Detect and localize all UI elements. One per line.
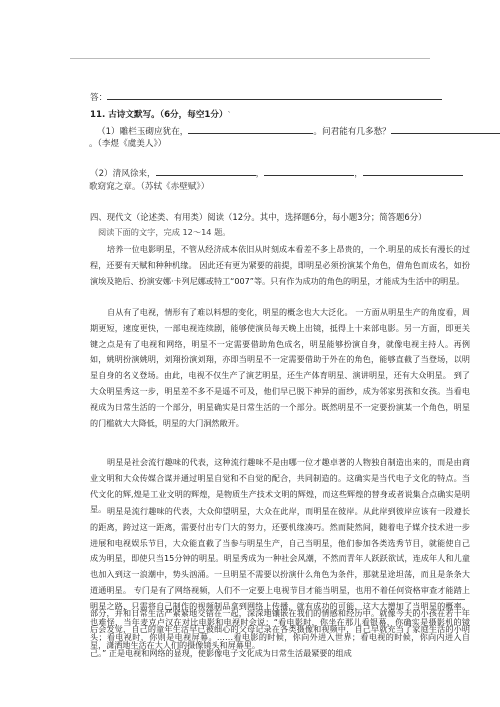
paragraph-4-text: 明星是流行趣味的代表，大众仰望明星，大众在此岸，而明星在彼岸。从此岸到彼岸应该有一段遵长的距离，跨过这一距离，需要付出专门大的努力，还要机缘凑巧。然而陡然间，随着电子媒介技术进一步进展和电视娱乐节目，大众能直截了当参与明星生产，自己当明星，他们参加各类选秀节目，就能使自己成为明星，即使只当15分钟的明星。明星秀成为一种社会风潮，不然而青年人跃跃欲试，连成年人和儿童也加入到这一浪潮中，势头汹涌。一旦明星不需要以扮演什么角色为条件，那就星途坦荡，而且是条条大道通明星。 专门是有了网络视频，人们不一定要上电视节目才能当明星，也用不着任何资格审查才能踏上明星之路，只需将自己制作的视频制品拿到网络上传播，就有成功的可能，这大大增加了当明星的概率。也难怪，当年麦克卢汉在对比电影和电视时会说：“看电影时，你坐在那儿看银幕，你确实是摄影机的镜头；看电视时，你则是电视屏幕。……看电影的时候，你向外进入世界；看电视的时候，你向内进入自己。” 正是电视和网络的显现，使影像电子文化成为日常生活最紧要的组成 [90, 506, 470, 659]
answer-label: 答： [90, 93, 108, 103]
q11-item2-blank1 [156, 166, 256, 176]
q11-item2-comma2: ， [354, 169, 363, 179]
q11-item2-prefix: （2）清风徐来， [90, 169, 156, 179]
section4-title [90, 212, 427, 223]
q11-item1-source [89, 139, 166, 150]
q11-item1-source-text: 。（李煜《虞美人》） [89, 139, 167, 149]
article-paragraph-5 [90, 606, 470, 653]
paragraph-3-text: 明星是社会流行趣味的代表，这种流行趣味不是由哪一位才趣卓著的人物独自制造出来的，而是由商业文明和大众传媒合谋并通过明星自觉和不自觉的配合，共同制造的。这确实是当代电子文化的特点。当代文化的辉,煌是工业文明的辉煌，是物质生产技术文明的辉煌，而这些辉煌的替身或者说集合点确实是明星。 [90, 457, 470, 515]
paragraph-2-text: 自从有了电视，情形有了难以料想的变化，明星的概念也大大泛化。 一方面从明星生产的角度看，周期更短，速度更快，一部电视连续剧，能够使演员每天晚上出镜，抵得上十来部电影。另一方面，即更关键之点是有了电视和网络，明星不一定需要借助角色成名，明星能够扮演自身，就像电视主持人。再例如，姚明扮演姚明，刘翔扮演刘翔，亦即当明星不一定需要借助于外在的角色，能够直截了当登场，以明星自身的名义登场。由此，电视不仅生产了演艺明星，还生产体育明星、演讲明星，还有大众明星。 到了大众明星秀这一步，明星差不多不是遥不可及，他们早已脱下神异的面纱，成为邻家男孩和女孩。当看电视成为日常生活的一个部分，明星确实是日常生活的一个部分。既然明星不一定要扮演某一个角色，明星的门槛就大大降低，明星的大门洞然敞开。 [90, 307, 470, 428]
q11-item2-blank2 [264, 166, 354, 176]
q11-item1-prefix: （1）雕栏玉砌应犹在， [97, 127, 189, 137]
q11-title-text: 11. 古诗文默写。（6分，每空1分） [90, 110, 228, 120]
q11-title [90, 110, 231, 121]
q11-item2-blank3 [363, 166, 463, 176]
q11-item1-blank2 [391, 124, 500, 134]
section4-instruction [98, 227, 230, 238]
q11-item2-source-text: 歌窈窕之章。（苏轼《赤壁赋》） [89, 182, 210, 192]
paragraph-1-text: 培养一位电影明星，不管从经济成本依旧从时刻成本看差不多上昂贵的，一个.明星的成长有漫长的过程，还要有天赋和种种机缘。 因此还有更为紧要的前提，即明星必须扮演某个角色，借角色而成名，如扮演埃及艳后、扮演安娜·卡列尼娜或特工“007”等。只有作为成功的角色的明星，才能成为生活中的明星。 [90, 244, 470, 286]
section4-title-text: 四、现代文（论述类、有用类）阅读（12分。其中，选择题6分，每小题3分；简答题6分） [90, 212, 427, 222]
article-paragraph-2 [90, 305, 470, 431]
q11-item1-middle: 。问君能有几多愁？ [313, 127, 391, 137]
q11-item1 [97, 124, 500, 138]
section4-instruction-text: 阅读下面的文字，完成 12～14 题。 [98, 227, 231, 237]
q11-item2 [90, 166, 463, 180]
top-rule [70, 58, 430, 59]
q11-mark: ` [227, 111, 232, 119]
answer-line [90, 90, 442, 104]
q11-item2-source [89, 182, 209, 193]
page-break-rule [90, 599, 465, 600]
q11-item2-comma: ， [255, 169, 265, 179]
q11-item1-blank1 [188, 124, 313, 134]
paragraph-5-text: 部分，并和日常生活严紧紧地交错在一起，深深地镶嵌在我们的情感和经历中。就像今天的小孩在若干年后会发觉，自己的童年生活早已被细心的父母记录在各类摄像和视频中，自己早就充当了家庭生活的小明星，潇洒地生活在大人们的摄像镜头和屏幕里。 [90, 608, 470, 650]
answer-blank [107, 90, 442, 100]
article-paragraph-1 [90, 242, 470, 289]
